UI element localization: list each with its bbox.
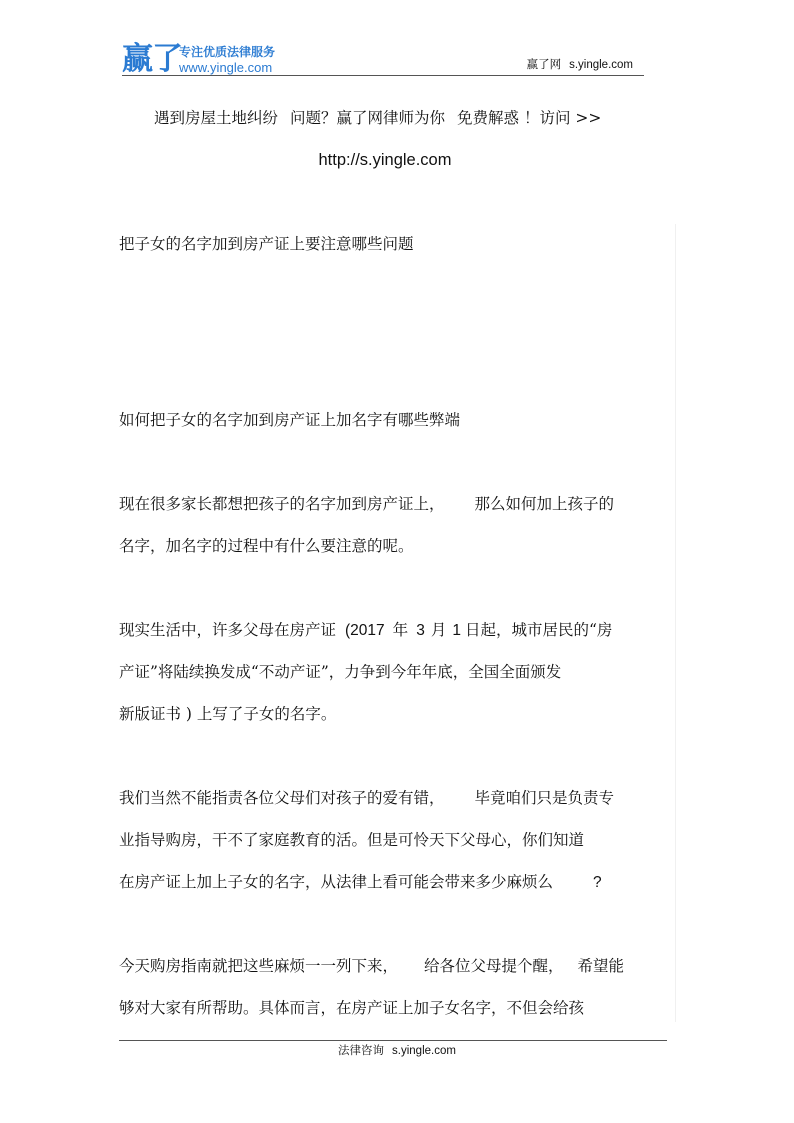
promo-text-3: 免费解惑 ！访问 >> <box>457 109 602 127</box>
logo-mark: 赢了 <box>122 41 182 77</box>
paragraph-3-line-1: 我们当然不能指责各位父母们对孩子的爱有错， 毕竟咱们只是负责专 <box>119 789 615 807</box>
paragraph-3-line-2: 业指导购房，干不了家庭教育的活。但是可怜天下父母心，你们知道 <box>119 831 585 849</box>
header-divider <box>122 75 644 76</box>
logo-url: www.yingle.com <box>179 60 273 75</box>
paragraph-2-line-2: 产证”将陆续换发成“不动产证”，力争到今年年底，全国全面颁发 <box>119 663 562 681</box>
logo-tagline: 专注优质法律服务 <box>179 45 276 59</box>
paragraph-4-line-2: 够对大家有所帮助。具体而言，在房产证上加子女名字，不但会给孩 <box>119 999 585 1017</box>
promo-link[interactable]: http://s.yingle.com <box>318 151 452 169</box>
header-site-name: 赢了网 <box>526 57 562 71</box>
paragraph-2-line-1: 现实生活中，许多父母在房产证 (2017 年 3 月 1 日起，城市居民的“房 <box>119 621 613 639</box>
paragraph-4-line-1: 今天购房指南就把这些麻烦一一列下来， 给各位父母提个醒， 希望能 <box>119 957 625 975</box>
page-footer <box>0 1043 794 1058</box>
article-subtitle: 如何把子女的名字加到房产证上加名字有哪些弊端 <box>119 411 461 429</box>
header-site-info <box>527 57 633 72</box>
footer-url[interactable]: s.yingle.com <box>392 1045 456 1057</box>
promo-text-2: 问题？赢了网律师为你 <box>290 109 446 127</box>
footer-label: 法律咨询 <box>338 1043 385 1057</box>
paragraph-3-line-3: 在房产证上加上子女的名字，从法律上看可能会带来多少麻烦么 ? <box>119 873 602 891</box>
footer-divider <box>119 1040 667 1041</box>
paragraph-1-line-2: 名字，加名字的过程中有什么要注意的呢。 <box>119 537 414 555</box>
promo-banner <box>154 107 601 129</box>
paragraph-1-line-1: 现在很多家长都想把孩子的名字加到房产证上， 那么如何加上孩子的 <box>119 495 615 513</box>
header-site-url[interactable]: s.yingle.com <box>569 59 633 71</box>
article-title: 把子女的名字加到房产证上要注意哪些问题 <box>119 235 414 253</box>
site-logo[interactable] <box>122 42 292 78</box>
article-body <box>119 224 676 1022</box>
promo-text-1: 遇到房屋土地纠纷 <box>154 109 279 127</box>
paragraph-2-line-3: 新版证书 ) 上写了子女的名字。 <box>119 705 337 723</box>
